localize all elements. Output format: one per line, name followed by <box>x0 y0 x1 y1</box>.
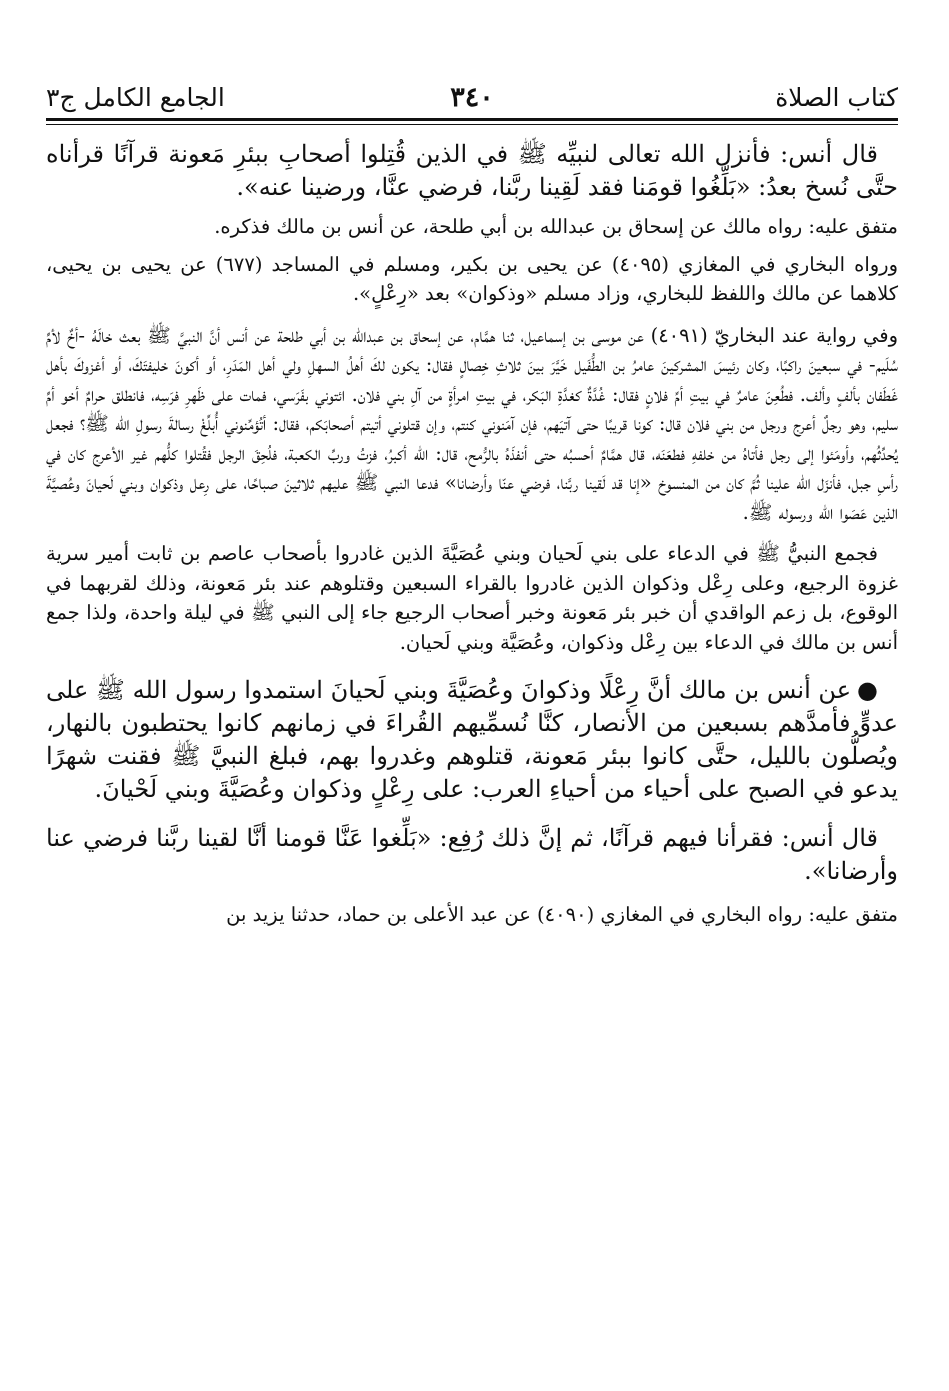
page-number: ٣٤٠ <box>450 82 494 113</box>
paragraph-text: متفق عليه: رواه مالك عن إسحاق بن عبدالله بن أبي طلحة، عن أنس بن مالك فذكره. <box>214 215 898 238</box>
book-title: الجامع الكامل ج٣ <box>46 83 225 112</box>
paragraph-text: قال أنس: فأنزل الله تعالى لنبيِّه ﷺ في الذين قُتِلوا أصحابِ ببئرِ مَعونة قرآنًا قرأناه حتَّى نُسخ بعدُ: «بَلِّغُوا قومَنا فقد لَقِينا ربَّنا، فرضي عنَّا، ورضينا عنه». <box>46 140 898 201</box>
header-rule-thin <box>46 124 898 125</box>
book-page <box>46 0 898 1391</box>
paragraph-text: وفي رواية عند البخاريّ (٤٠٩١) عن موسى بن إسماعيل، ثنا همَّام، عن إسحاق بن عبدالله بن أبي طلحة عن أنس أنَّ النبيَّ ﷺ بعث خالَهُ -أخٌ لأمِّ سُلَيم- في سبعينَ راكبًا، وكان رئيسَ المشركينَ عامرُ بن الطُّفَيل خَيَّرَ بينَ ثلاثِ خِصالٍ فقال: يكون لكَ أهلُ السهلِ ولي أهل المَدَرِ، أو أكونَ خليفتَكَ، أو أغزوكَ بأهل غَطَفان بألفٍ وألف. فطُعِنَ عامرٌ في بيتِ أمِّ فلانٍ فقال: غُدَّةٌ كغدَّةِ البَكر، في بيتِ امرأةٍ من آلِ بني فلان. ائتوني بفَرَسي، فمات على ظَهرِ فرَسِه، فانطلق حرامٌ أخو أمِّ سليم، وهو رجلٌ أعرج ورجل من بني فلان قال: كونا قريبًا حتى آتيَهم، فإن آمَنوني كنتم، وإن قتلوني أتيتم أصحابَكم، فقال: أتُؤمِّنوني أُبلِّغْ رسالةَ رسولِ الله ﷺ؟ فجعل يُحدِّثُهم، وأومَئوا إلى رجل فأتاهُ من خلفهِ فطعَنَه، قال همَّامٌ أحسبُه حتى أنفذَهُ بالرُّمح، قال: الله أكبرُ، فزتُ وربِّ الكعبة، فلُحِقَ الرجل فقُتلوا كلُّهم غير الأعرج كان في رأسِ جبل، فأنزَل الله علينا ثُمَّ كان من المنسوخ «إنا قد لَقينا ربَّنا، فرضي عنّا وأرضانا» فدعا النبي ﷺ عليهم ثلاثينَ صباحًا، على رِعل وذكوان وبني لَحيانَ وعُصيَّةَ الذين عَصَوا الله ورسوله ﷺ. <box>46 323 899 524</box>
takhrij-paragraph <box>46 212 898 242</box>
narration-paragraph <box>46 822 898 888</box>
paragraph-text: متفق عليه: رواه البخاري في المغازي (٤٠٩٠) عن عبد الأعلى بن حماد، حدثنا يزيد بن <box>226 903 898 926</box>
paragraph-text: ورواه البخاري في المغازي (٤٠٩٥) عن يحيى بن بكير، ومسلم في المساجد (٦٧٧) عن يحيى بن يحيى، كلاهما عن مالك واللفظ للبخاري، وزاد مسلم «وذكوان» بعد «رِعْلٍ». <box>46 252 898 305</box>
page-header <box>46 78 898 118</box>
commentary-paragraph <box>46 321 898 528</box>
book-chapter: كتاب الصلاة <box>775 83 898 112</box>
paragraph-text: قال أنس: فقرأنا فيهم قرآنًا، ثم إنَّ ذلك رُفِع: «بَلِّغوا عَنَّا قومنا أنَّا لقينا ربَّنا فرضي عنا وأرضانا». <box>46 824 898 885</box>
narration-paragraph <box>46 138 898 204</box>
bullet-icon: ● <box>857 675 878 704</box>
hadith-paragraph <box>46 673 898 806</box>
commentary-paragraph <box>46 539 898 657</box>
paragraph-text: فجمع النبيُّ ﷺ في الدعاء على بني لَحيان وبني عُصَيَّةَ الذين غادروا بأصحاب عاصم بن ثابت أمير سرية غزوة الرجيع، وعلى رِعْل وذكوان الذين غادروا بالقراء السبعين وقتلوهم عند بئر مَعونة، وذلك لقربهما في الوقوع، بل زعم الواقدي أن خبر بئر مَعونة وخبر أصحاب الرجيع جاء إلى النبي ﷺ في ليلة واحدة، ولذا جمع أنس بن مالك في الدعاء بين رِعْل وذكوان، وعُصَيَّة وبني لَحيان. <box>46 542 898 654</box>
takhrij-paragraph <box>46 900 898 930</box>
takhrij-paragraph <box>46 250 898 309</box>
page-body <box>46 138 898 930</box>
header-rule-thick <box>46 118 898 121</box>
paragraph-text: عن أنس بن مالك أنَّ رِعْلًا وذكوانَ وعُصَيَّةَ وبني لَحيانَ استمدوا رسول الله ﷺ على عدوٍّ فأمدَّهم بسبعين من الأنصار، كنَّا نُسمِّيهم القُراءَ في زمانهم كانوا يحتطبون بالنهار، ويُصلُّون بالليل، حتَّى كانوا ببئر مَعونة، قتلوهم وغدروا بهم، فبلغ النبيَّ ﷺ فقنت شهرًا يدعو في الصبح على أحياء من أحياءِ العرب: على رِعْلٍ وذكوان وعُصَيَّةَ وبني لَحْيانَ. <box>46 676 898 803</box>
